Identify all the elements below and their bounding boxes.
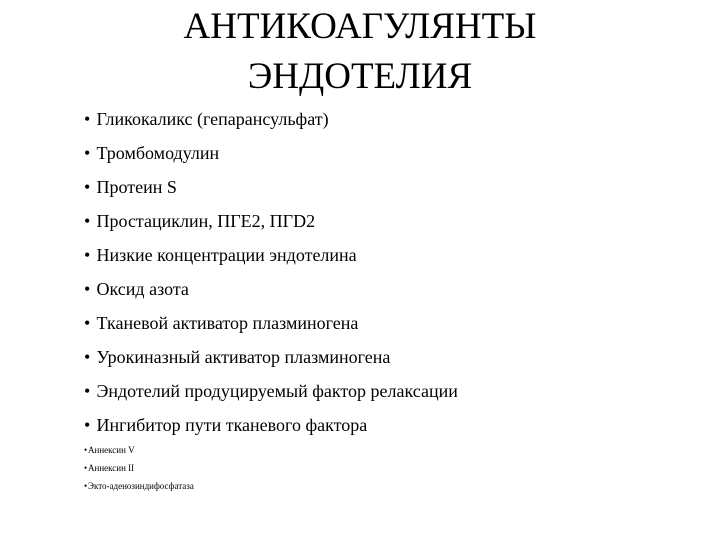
- slide-title: [0, 2, 720, 102]
- list-item-text: Низкие концентрации эндотелина: [96, 245, 357, 265]
- bullet-list: [84, 108, 458, 498]
- list-item-text: Протеин S: [96, 177, 177, 197]
- bullet-icon: •: [84, 109, 91, 129]
- list-item: [84, 244, 458, 266]
- list-item-small: [84, 444, 458, 456]
- bullet-icon: •: [84, 143, 91, 163]
- list-item-text: Оксид азота: [96, 279, 189, 299]
- list-item: [84, 414, 458, 436]
- bullet-icon: •: [84, 381, 91, 401]
- bullet-icon: •: [84, 445, 88, 455]
- bullet-icon: •: [84, 347, 91, 367]
- bullet-icon: •: [84, 415, 91, 435]
- bullet-icon: •: [84, 463, 88, 473]
- list-item-text: Тканевой активатор плазминогена: [96, 313, 359, 333]
- list-item-small: [84, 480, 458, 492]
- list-item-text: Тромбомодулин: [96, 143, 220, 163]
- list-item: [84, 210, 458, 232]
- list-item-text: Эндотелий продуцируемый фактор релаксации: [96, 381, 458, 401]
- list-item-text: Экто-аденозиндифосфатаза: [88, 481, 194, 491]
- list-item: [84, 108, 458, 130]
- list-item-text: Аннексин II: [88, 463, 135, 473]
- list-item-text: Урокиназный активатор плазминогена: [96, 347, 391, 367]
- list-item-text: Простациклин, ПГЕ2, ПГD2: [96, 211, 316, 231]
- title-line-1: АНТИКОАГУЛЯНТЫ: [183, 6, 537, 47]
- list-item: [84, 176, 458, 198]
- list-item: [84, 380, 458, 402]
- bullet-icon: •: [84, 313, 91, 333]
- list-item: [84, 312, 458, 334]
- list-item-text: Ингибитор пути тканевого фактора: [96, 415, 368, 435]
- list-item-text: Гликокаликс (гепарансульфат): [96, 109, 329, 129]
- bullet-icon: •: [84, 279, 91, 299]
- bullet-icon: •: [84, 481, 88, 491]
- list-item-text: Аннексин V: [88, 445, 135, 455]
- bullet-icon: •: [84, 245, 91, 265]
- title-line-2: ЭНДОТЕЛИЯ: [247, 56, 473, 97]
- list-item: [84, 346, 458, 368]
- list-item: [84, 142, 458, 164]
- bullet-icon: •: [84, 211, 91, 231]
- list-item: [84, 278, 458, 300]
- list-item-small: [84, 462, 458, 474]
- bullet-icon: •: [84, 177, 91, 197]
